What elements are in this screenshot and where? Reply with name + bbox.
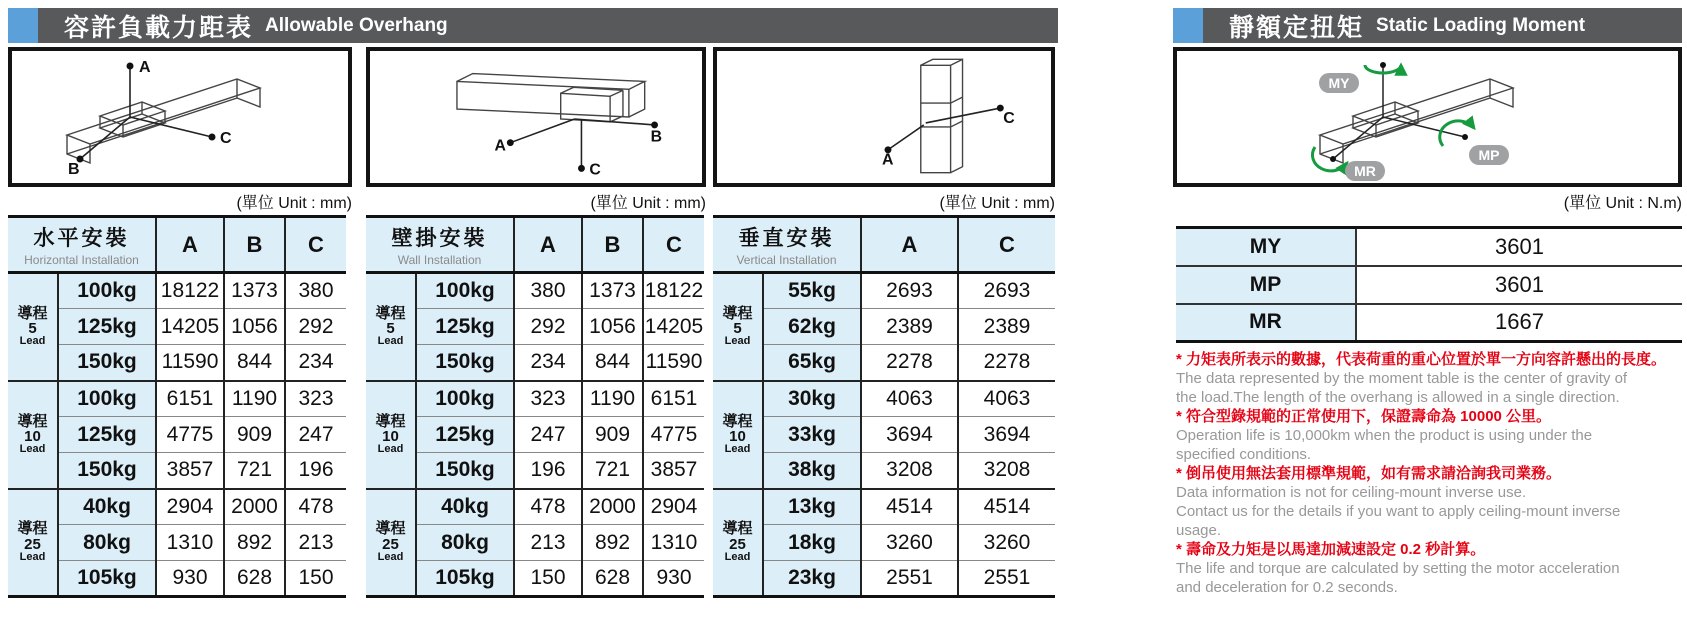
column-header-b: B: [582, 217, 643, 273]
load-cell: 125kg: [58, 417, 156, 453]
value-cell: 1056: [224, 309, 285, 345]
value-cell: 1310: [156, 525, 224, 561]
vertical-table-host: [713, 215, 1055, 598]
note-en: specified conditions.: [1176, 446, 1312, 463]
load-cell: 38kg: [763, 453, 861, 489]
column-header-a: A: [514, 217, 582, 273]
table-row: [713, 345, 1055, 381]
table-row: [366, 525, 704, 561]
value-cell: 628: [582, 561, 643, 597]
value-cell: 6151: [156, 381, 224, 417]
table-row: [8, 345, 346, 381]
value-cell: 234: [514, 345, 582, 381]
load-cell: 150kg: [58, 345, 156, 381]
value-cell: 3694: [861, 417, 958, 453]
value-cell: 380: [285, 273, 346, 309]
table-row: [1176, 266, 1682, 304]
mr-badge-label: MR: [1354, 163, 1376, 179]
point-a-label: A: [139, 59, 151, 76]
table-row: [713, 525, 1055, 561]
load-cell: 125kg: [416, 309, 514, 345]
table-header-row: [8, 217, 346, 273]
note: [1176, 407, 1682, 464]
column-header-c: C: [285, 217, 346, 273]
vertical-installation-diagram: [717, 51, 1051, 183]
overhang-table-horizontal: [8, 215, 346, 598]
moment-label: MY: [1176, 228, 1356, 266]
moment-value: 3601: [1356, 266, 1682, 304]
value-cell: 892: [582, 525, 643, 561]
load-cell: 125kg: [58, 309, 156, 345]
horizontal-table-host: [8, 215, 346, 598]
wall-table-host: [366, 215, 704, 598]
load-cell: 100kg: [416, 273, 514, 309]
table-row: [366, 561, 704, 597]
note-en: the load.The length of the overhang is allowed in a single direction.: [1176, 389, 1620, 406]
table-row: [8, 453, 346, 489]
note-en: usage.: [1176, 522, 1222, 539]
lead-cell: 導程 25 Lead: [8, 489, 58, 597]
value-cell: 4063: [861, 381, 958, 417]
value-cell: 628: [224, 561, 285, 597]
load-cell: 33kg: [763, 417, 861, 453]
wall-diagram-box: [366, 47, 706, 187]
value-cell: 3694: [958, 417, 1055, 453]
value-cell: 4514: [958, 489, 1055, 525]
overhang-table-wall: [366, 215, 704, 598]
table-row: [366, 453, 704, 489]
load-cell: 40kg: [416, 489, 514, 525]
note-en: Contact us for the details if you want to apply ceiling-mount inverse: [1176, 503, 1621, 520]
moment-title-en: Static Loading Moment: [1376, 14, 1586, 36]
value-cell: 2904: [643, 489, 704, 525]
value-cell: 1190: [224, 381, 285, 417]
column-header-a: A: [156, 217, 224, 273]
my-badge-label: MY: [1328, 75, 1350, 91]
note-zh: * 壽命及力矩是以馬達加減速設定 0.2 秒計算。: [1176, 541, 1486, 558]
table-title: 垂直安裝 Vertical Installation: [713, 217, 861, 273]
value-cell: 11590: [156, 345, 224, 381]
note-zh: * 力矩表所表示的數據，代表荷重的重心位置於單一方向容許懸出的長度。: [1176, 351, 1667, 368]
value-cell: 323: [285, 381, 346, 417]
table-row: [366, 417, 704, 453]
wall-installation-diagram: [370, 51, 702, 183]
overhang-title-zh: 容許負載力距表: [64, 13, 254, 42]
column-header-c: C: [643, 217, 704, 273]
value-cell: 380: [514, 273, 582, 309]
table-title: 水平安裝 Horizontal Installation: [8, 217, 156, 273]
table-row: [366, 381, 704, 417]
note-en: Data information is not for ceiling-mount inverse use.: [1176, 484, 1527, 501]
moment-diagram-box: [1173, 47, 1682, 187]
load-cell: 105kg: [58, 561, 156, 597]
value-cell: 1373: [224, 273, 285, 309]
value-cell: 892: [224, 525, 285, 561]
lead-cell: 導程 25 Lead: [713, 489, 763, 597]
value-cell: 2278: [861, 345, 958, 381]
load-cell: 40kg: [58, 489, 156, 525]
value-cell: 14205: [643, 309, 704, 345]
table-title: 壁掛安裝 Wall Installation: [366, 217, 514, 273]
value-cell: 11590: [643, 345, 704, 381]
value-cell: 478: [285, 489, 346, 525]
unit-label-nm: (單位 Unit : N.m): [1563, 195, 1682, 212]
moment-value: 1667: [1356, 304, 1682, 342]
value-cell: 721: [582, 453, 643, 489]
value-cell: 14205: [156, 309, 224, 345]
horizontal-diagram-box: [8, 47, 352, 187]
value-cell: 18122: [156, 273, 224, 309]
table-row: [713, 489, 1055, 525]
point-c-label: C: [589, 161, 601, 179]
load-cell: 150kg: [416, 453, 514, 489]
value-cell: 3857: [156, 453, 224, 489]
moment-title-bar: [1173, 8, 1682, 43]
value-cell: 150: [285, 561, 346, 597]
value-cell: 247: [285, 417, 346, 453]
load-cell: 100kg: [58, 273, 156, 309]
table-row: [713, 273, 1055, 309]
table-header-row: [366, 217, 704, 273]
lead-cell: 導程 10 Lead: [366, 381, 416, 489]
overhang-title-en: Allowable Overhang: [265, 14, 448, 36]
value-cell: 4775: [643, 417, 704, 453]
value-cell: 6151: [643, 381, 704, 417]
value-cell: 2551: [958, 561, 1055, 597]
value-cell: 2389: [958, 309, 1055, 345]
load-cell: 150kg: [58, 453, 156, 489]
value-cell: 4775: [156, 417, 224, 453]
notes: [1176, 350, 1682, 597]
table-row: [8, 309, 346, 345]
load-cell: 62kg: [763, 309, 861, 345]
value-cell: 2000: [582, 489, 643, 525]
table-row: [8, 525, 346, 561]
static-moment-table: [1176, 226, 1682, 343]
value-cell: 1310: [643, 525, 704, 561]
column-header-c: C: [958, 217, 1055, 273]
value-cell: 721: [224, 453, 285, 489]
value-cell: 844: [582, 345, 643, 381]
value-cell: 4063: [958, 381, 1055, 417]
value-cell: 3208: [861, 453, 958, 489]
title-accent-square: [1173, 8, 1203, 43]
lead-cell: 導程 5 Lead: [8, 273, 58, 381]
table-row: [713, 381, 1055, 417]
value-cell: 930: [156, 561, 224, 597]
table-row: [366, 273, 704, 309]
value-cell: 292: [285, 309, 346, 345]
note: [1176, 540, 1682, 597]
note-en: The life and torque are calculated by setting the motor acceleration: [1176, 560, 1620, 577]
moment-label: MR: [1176, 304, 1356, 342]
value-cell: 2278: [958, 345, 1055, 381]
table-row: [8, 417, 346, 453]
load-cell: 125kg: [416, 417, 514, 453]
value-cell: 247: [514, 417, 582, 453]
value-cell: 3208: [958, 453, 1055, 489]
load-cell: 65kg: [763, 345, 861, 381]
point-b-label: B: [650, 128, 663, 146]
table-row: [366, 345, 704, 381]
lead-cell: 導程 5 Lead: [366, 273, 416, 381]
value-cell: 909: [582, 417, 643, 453]
load-cell: 23kg: [763, 561, 861, 597]
value-cell: 213: [285, 525, 346, 561]
value-cell: 18122: [643, 273, 704, 309]
overhang-table-vertical: [713, 215, 1055, 598]
point-c-label: C: [220, 130, 232, 147]
unit-label-mm: (單位 Unit : mm): [939, 195, 1055, 212]
table-row: [8, 489, 346, 525]
value-cell: 150: [514, 561, 582, 597]
value-cell: 3260: [958, 525, 1055, 561]
moment-label: MP: [1176, 266, 1356, 304]
value-cell: 1190: [582, 381, 643, 417]
unit-label-mm: (單位 Unit : mm): [236, 195, 352, 212]
load-cell: 100kg: [58, 381, 156, 417]
load-cell: 150kg: [416, 345, 514, 381]
value-cell: 292: [514, 309, 582, 345]
load-cell: 30kg: [763, 381, 861, 417]
value-cell: 3260: [861, 525, 958, 561]
table-row: [1176, 304, 1682, 342]
value-cell: 196: [514, 453, 582, 489]
load-cell: 105kg: [416, 561, 514, 597]
table-row: [366, 489, 704, 525]
lead-cell: 導程 25 Lead: [366, 489, 416, 597]
point-c-label: C: [1003, 109, 1015, 127]
lead-cell: 導程 5 Lead: [713, 273, 763, 381]
mp-badge-label: MP: [1478, 147, 1500, 163]
value-cell: 478: [514, 489, 582, 525]
value-cell: 909: [224, 417, 285, 453]
value-cell: 844: [224, 345, 285, 381]
lead-cell: 導程 10 Lead: [713, 381, 763, 489]
table-row: [713, 453, 1055, 489]
point-a-label: A: [882, 151, 894, 169]
title-accent-square: [8, 8, 38, 43]
note: [1176, 350, 1682, 407]
lead-cell: 導程 10 Lead: [8, 381, 58, 489]
point-b-label: B: [68, 161, 80, 178]
table-row: [366, 309, 704, 345]
load-cell: 80kg: [58, 525, 156, 561]
vertical-diagram-box: [713, 47, 1055, 187]
note-en: and deceleration for 0.2 seconds.: [1176, 579, 1398, 596]
horizontal-installation-diagram: [12, 51, 348, 183]
value-cell: 930: [643, 561, 704, 597]
note-en: Operation life is 10,000km when the product is using under the: [1176, 427, 1593, 444]
value-cell: 323: [514, 381, 582, 417]
table-row: [713, 561, 1055, 597]
unit-label-mm: (單位 Unit : mm): [590, 195, 706, 212]
value-cell: 1373: [582, 273, 643, 309]
moment-value: 3601: [1356, 228, 1682, 266]
table-row: [8, 381, 346, 417]
value-cell: 2904: [156, 489, 224, 525]
note: [1176, 464, 1682, 540]
column-header-b: B: [224, 217, 285, 273]
column-header-a: A: [861, 217, 958, 273]
value-cell: 213: [514, 525, 582, 561]
load-cell: 100kg: [416, 381, 514, 417]
note-zh: * 倒吊使用無法套用標準規範，如有需求請洽詢我司業務。: [1176, 465, 1562, 482]
table-row: [713, 309, 1055, 345]
load-cell: 18kg: [763, 525, 861, 561]
value-cell: 2693: [958, 273, 1055, 309]
static-loading-moment-diagram: [1177, 51, 1678, 183]
value-cell: 3857: [643, 453, 704, 489]
load-cell: 80kg: [416, 525, 514, 561]
value-cell: 2693: [861, 273, 958, 309]
note-zh: * 符合型錄規範的正常使用下，保證壽命為 10000 公里。: [1176, 408, 1552, 425]
load-cell: 13kg: [763, 489, 861, 525]
value-cell: 2389: [861, 309, 958, 345]
value-cell: 234: [285, 345, 346, 381]
table-header-row: [713, 217, 1055, 273]
value-cell: 196: [285, 453, 346, 489]
table-row: [713, 417, 1055, 453]
table-row: [8, 273, 346, 309]
overhang-title-bar: [8, 8, 1058, 43]
load-cell: 55kg: [763, 273, 861, 309]
value-cell: 4514: [861, 489, 958, 525]
table-row: [1176, 228, 1682, 266]
table-row: [8, 561, 346, 597]
point-a-label: A: [494, 137, 506, 155]
value-cell: 1056: [582, 309, 643, 345]
note-en: The data represented by the moment table is the center of gravity of: [1176, 370, 1628, 387]
value-cell: 2000: [224, 489, 285, 525]
moment-title-zh: 靜額定扭矩: [1229, 13, 1365, 42]
value-cell: 2551: [861, 561, 958, 597]
